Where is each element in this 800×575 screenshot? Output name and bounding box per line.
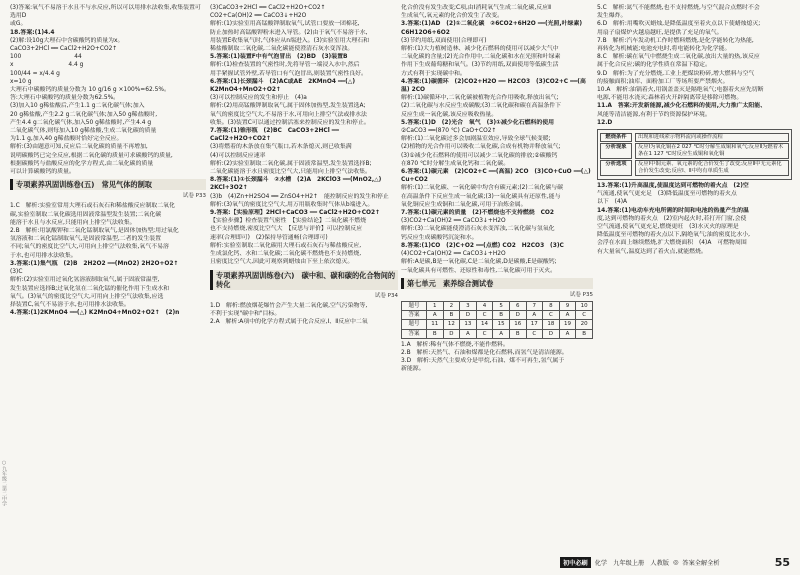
text-line: 4.答案:(1)碳循环 (2)CO2+H2O ══ H2CO3 (3)CO2+C ══(高温) 2CO [401,78,586,94]
text-line: 7.答案:(1)锥形瓶 (2)BC CaCO3+2HCl ══ CaCl2+H2O+CO2↑ [210,128,339,143]
text-line: 解析:(1)二氧化碳、一氧化碳中均含有碳元素;(2)二氧化碳与碳 [401,185,564,192]
text-line: 7.答案:(1)碳元素的质量 (2)不燃烧也不支持燃烧 CO2 [401,210,555,217]
text-line: 6.答案:(1)长颈漏斗 (2)AC或AE 2KMnO4 ══(△) K2MnO4+MnO2+O2↑ [210,78,356,94]
text-line: 6.答案:(1)碳元素 (2)CO2+C ══(高温) 2CO (3)CO+CuO ══(△) Cu+CO2 [401,169,591,184]
text-line: 10.A 解析:油锅着火,用锅盖盖灭是隔绝氧气;电器着火应先切断 [597,87,764,94]
brand-badge: 初中必刷 [560,557,591,568]
table-cell: D [509,311,526,320]
text-line: 3.答案:(1)集气瓶 (2)B 2H2O2 ══(MnO2) 2H2O+O2↑ [10,260,179,267]
dot-icon: ◎ [673,558,679,566]
text-line: 【实验步骤】检查装置气密性 【实验结论】二氧化碳不燃烧 [210,218,367,225]
page-footer [560,555,790,569]
text-line: (3)CaCO3+2HCl ══ CaCl2+H2O+CO2↑ [210,5,326,11]
text-line: (2)二氧化碳与水反应生成碳酸;(3)二氧化碳和碳在高温条件下 [401,103,562,110]
text-line: (3)答案:氧气不易溶于水且不与水反应,所以可以用排水法收集,收集装置可选用D [10,5,201,20]
table-cell: D [543,329,560,338]
text-line: 方式有利于实现碳中和。 [401,70,466,77]
flow-row [600,160,789,176]
text-line: 14.答案:(1)电动车充电所需的时间和电池的热量产生的温 [597,207,749,214]
table-cell: 16 [509,320,526,329]
flow-step-label: 燃烧条件 [600,133,632,142]
text-line: 100/44 = x/4.4 g [10,70,60,77]
text-line: 氧气的密度比空气大,不易溶于水,可用向上排空气法或排水法 [210,111,367,118]
table-cell: 15 [493,320,510,329]
text-line: 碳,实验室制取二氧化碳选用固液常温型发生装置;二氧化碳 [10,211,162,218]
table-cell: 14 [476,320,493,329]
text-line: 解析:实验室制取二氧化碳用大理石或石灰石与稀盐酸反应, [210,242,362,249]
text-line: (3)①减少化石燃料的使用可以减少二氧化碳的排放;②碳酸钙 [401,152,558,159]
table-cell: 4 [476,301,493,310]
flow-step-content: 反应Ⅰ为氧化铜在2 027 ℃时分解生成铜和氧气;反应Ⅱ为燃着木条在1 127 ℃时反应生成铜和氧化铜 [635,143,789,159]
text-line: 8.答案:(1)CO (2)C+O2 ══(点燃) CO2 H2CO3 (3)C [401,242,564,249]
text-line: (3)b (4)Zn+H2SO4 ══ ZnSO4+H2↑ 能控制反应的发生和停止 [210,193,389,200]
text-line: x 4.4 g [10,62,84,69]
text-line: 解析:(3)二氧化碳能使澄清石灰水变浑浊,二氧化碳与氢氧化 [401,226,555,233]
text-line: 有大量氧气,温度达到了着火点,就能燃烧。 [597,248,707,255]
table-cell: A [526,311,543,320]
table-cell: B [576,329,593,338]
text-line: 发生爆炸。 [597,13,627,20]
table-cell: 2 [443,301,460,310]
text-line: 答:大理石中碳酸钙的质量分数为62.5%。 [10,95,120,102]
text-line: 1.A 解析:稀有气体不燃烧,不能作燃料。 [401,341,509,348]
flow-step-label: 分析现象 [600,143,632,159]
text-line: 解析:(1)碳循环中,二氧化碳被植物光合作用吸收,释放出氧气; [401,95,559,102]
table-cell: 17 [526,320,543,329]
table-cell: A [559,311,576,320]
text-line: 属于化合反应;碳的化学性质在常温下稳定。 [597,62,711,69]
text-line: 1.D 解析:燃放烟花爆竹会产生大量二氧化碳,空气污染物等, [210,302,368,309]
text-line: 会浮在水面上继续燃烧,扩大燃烧面积 (4)A 可燃物周围 [597,240,747,247]
text-line: 3.D 解析:天然气主要成分是甲烷,石油、煤不可再生,氢气属于 [401,358,565,365]
table-cell: C [476,329,493,338]
text-line: 解析:(1)实验室用高锰酸钾制取氧气,试管口要放一团棉花, [210,21,360,28]
text-line: 解析:(2)实验室制取二氧化碳,属于固液常温型,发生装置选择B; [210,160,372,167]
table-cell: C [576,311,593,320]
text-line: 5.C 解析:氮气不能燃烧,也不支持燃烧,与空气混合点燃时不会 [597,5,760,11]
table-cell: 1 [426,301,443,310]
text-line: 二氧化碳能溶于水且密度比空气大,只能用向上排空气法收集。 [210,169,371,176]
table-cell: C [543,311,560,320]
text-line: 氧化铜反应生成铜和二氧化碳,可用于冶炼金属。 [401,201,527,208]
table-cell: B [443,311,460,320]
section-heading: 专项素养巩固训练卷(五) 常见气体的制取 [10,179,206,190]
table-cell: B [426,329,443,338]
table-cell: 19 [559,320,576,329]
table-cell: 8 [543,301,560,310]
table-row [402,301,593,310]
text-line: 1.C 解析:实验室常用大理石或石灰石和稀盐酸反应制取二氧化 [10,203,175,210]
text-line: 且密度比空气大,因此可观察到蜡烛由下至上依次熄灭。 [210,259,354,266]
text-line: 解析:(1)二氧化碳过多会加剧温室效应,导致全球气候变暖; [401,136,551,143]
text-line: (3)加入10 g稀盐酸后,产生1.1 g二氧化碳气体;加入 [10,103,145,110]
column-1 [10,4,206,549]
text-line: (3)CO2+Ca(OH)2 ══ CaCO3↓+H2O [401,218,506,225]
text-line: 空气流通,使氧气更充足,燃烧更旺 (3)水灭火的原理是 [597,224,739,231]
text-line: 根据碳酸钙与盐酸反应的化学方程式,由二氧化碳的质量 [10,160,154,167]
table-cell: 7 [526,301,543,310]
answer-tag: 答案全解全析 [682,559,720,567]
text-line: 大理石中碳酸钙的质量分数为 10 g/16 g ×100%=62.5%。 [10,87,170,94]
table-cell: 6 [509,301,526,310]
text-line: 100 44 [10,54,82,61]
table-cell: C [476,311,493,320]
text-line: 3.答案:(1)AD (2)①二氧化碳 ②6CO2+6H2O ══(光照,叶绿素) C6H12O6+6O2 [401,21,583,36]
column-2 [210,4,398,549]
text-line: 产生4.4 g二氧化碳气体,加入50 g稀盐酸时,产生4.4 g [10,119,152,126]
flow-row [600,143,789,159]
text-line: 作用下生成葡萄糖和氧气。(3)节约用纸,双面使用等低碳生活 [401,62,559,69]
text-line: 5.答案:(1)装置F中有气泡冒出 (2)BD (3)装置B [210,54,348,61]
text-line: 不同;氧气的密度比空气大,可用向上排空气法收集,氧气不易溶 [10,244,169,251]
table-row [402,329,593,338]
text-line: 稀盐酸制取二氧化碳,二氧化碳能使澄清石灰水变浑浊。 [210,46,354,53]
table-cell: 3 [460,301,477,310]
text-line: (4)CO2+Ca(OH)2 ══ CaCO3↓+H2O [401,251,506,258]
text-line: 于水,也可用排水法收集。 [10,252,77,259]
table-cell: D [460,311,477,320]
table-cell: 18 [543,320,560,329]
table-cell: 9 [559,301,576,310]
table-cell: 10 [576,301,593,310]
text-line: 解析:(3)由题意可知,反应后二氧化碳的质量不再增加, [10,144,148,151]
text-line: (3)可以控制反应的发生和停止 (4)a [210,95,307,102]
text-line: (3)节约用纸,双面使用(合理即可) [401,37,487,44]
exam-ref: 试卷 P35 [569,291,593,298]
col2-lines-a [210,4,398,267]
table-cell: 13 [460,320,477,329]
text-line: 不利于实现"碳中和"目标。 [210,310,281,317]
analysis-flowchart [597,129,792,180]
text-line: 新能源。 [401,366,425,373]
table-cell: 20 [576,320,593,329]
text-line: 再转化为机械能;电池充电时,将电能转化为化学能。 [597,46,731,53]
text-line: x=10 g [10,78,32,85]
col3-lines-a [401,4,593,275]
text-line: 能溶于水且与水反应,只能用向上排空气法收集。 [10,219,136,226]
col4-lines-b [597,182,792,256]
text-line: 二氧化碳气体,则每加入10 g稀盐酸,生成二氧化碳的质量 [10,128,157,135]
section-heading: 专项素养巩固训练卷(六) 碳中和、碳和碳的化合物间的转化 [210,270,398,290]
text-line: 氢溶液和二氧化锰制取氧气,是固液常温型,二者的发生装置 [10,236,162,243]
table-cell: A [493,329,510,338]
text-line: 解析:(2)用高锰酸钾制取氧气,属于固体加热型,发生装置选A; [210,103,366,110]
text-line: (2)植物的光合作用可以吸收二氧化碳,合成有机物并释放氧气; [401,144,561,151]
text-line: 可以计算碳酸钙的质量。 [10,169,75,176]
table-cell: 11 [426,320,443,329]
text-line: 5.答案:(1)D (2)光合 氧气 (3)①减少化石燃料的使用 [401,119,555,126]
text-line: 6.D 解析:用嘴吹灭蜡烛,是降低温度至着火点以下使蜡烛熄灭; [597,21,761,28]
subject-label: 化学 九年级上册 人教版 [594,559,669,567]
table-cell: 题号 [402,301,427,310]
text-line: 化合价没有发生改变;C项,由Ⅰ消耗氧气生成二氧化碳,反应Ⅱ [401,5,551,11]
text-line: 解析:(1)检查装置的气密性时,先将导管一端浸入水中,然后 [210,62,360,69]
text-line: 在高温条件下反应生成一氧化碳;(3)一氧化碳具有还原性,能与 [401,193,561,200]
flow-row [600,133,789,142]
text-line: (3)C [10,269,23,276]
col4-lines-a [597,4,792,127]
table-cell: 12 [443,320,460,329]
text-line: 用手紧握试管外壁,若导管口有气泡冒出,则装置气密性良好。 [210,70,367,77]
text-line: 一氧化碳具有可燃性、还原性和毒性,二氧化碳可用于灭火。 [401,267,557,274]
text-line: 解析:(3)氧气的密度比空气大,用万用瓶收集时气体从b端进入。 [210,201,374,208]
text-line: 11.A 答案:开发新能源,减少化石燃料的使用,大力推广太阳能、 [597,103,767,110]
text-line: 收集。(3)装置C可以通过控制活塞来控制反应的发生和停止。 [210,119,370,126]
text-line: 择装置C,氧气不易溶于水,也可用排水法收集。 [10,301,130,308]
table-cell: B [493,311,510,320]
table-cell: A [426,311,443,320]
text-line: 解析:A是碳,B是一氧化碳,C是二氧化碳,D是碳酸,E是碳酸钙; [401,259,557,266]
text-line: 以下 (4)A [597,199,628,206]
text-line: 2.B 解析:用氯酸钾和二氧化锰制取氧气,是固体加热型;用过氧化 [10,228,179,235]
table-cell: 5 [493,301,510,310]
text-line: 解析:(2)实验室用过氧化氢溶液制取氧气,属于固液常温型, [10,277,160,284]
col1-top-lines [10,4,206,176]
text-line: 或G。 [10,21,27,28]
text-line: 电源,不能用水浇灭;森林着火开辟隔离带是移除可燃物。 [597,95,743,102]
text-line: 钙反应生成碳酸钙沉淀和水。 [401,234,478,241]
col3-lines-b [401,341,593,374]
table-cell: B [509,329,526,338]
text-line: CO2+Ca(OH)2 ══ CaCO3↓+H2O [210,13,307,20]
text-line: 9.D 解析:为了充分燃烧,工业上把煤块粉碎,增大燃料与空气 [597,70,755,77]
text-line: (3)将燃着的木条放在集气瓶口,若木条熄灭,则已收集满 [210,144,352,151]
text-line: 为1.1 g,加入40 g稀盐酸时恰好完全反应。 [10,136,123,143]
text-line: 用扇子扇煤炉火越扇越旺,是提供了充足的氧气。 [597,29,723,36]
flow-step-content: 反应Ⅰ中铜元素、氧元素的化合价发生了改变;反应Ⅱ中无元素化合价发生改变;反应Ⅰ、Ⅱ中均有单质生成 [635,160,789,176]
text-line: 13.答案:(1)升高温度,使温度达到可燃物的着火点 (2)空 [597,183,749,190]
text-line: 7.B 解析:汽车发动机工作时燃料燃烧,是化学能转化为热能, [597,37,754,44]
binding-margin-text: ○九年级二第二中学 [1,460,7,506]
table-cell: 答案 [402,311,427,320]
answer-table [401,301,593,339]
table-cell: 答案 [402,329,427,338]
text-line: 说明碳酸钙已完全反应,根据二氧化碳的质量可求碳酸钙的质量, [10,152,173,159]
text-line: 防止加热时高锰酸钾粉末进入导管。(2)由于氧气不易溶于水, [210,29,368,36]
text-line: 风能等清洁能源,有利于节约资源保护环境。 [597,111,711,118]
text-line: 速率(合理即可) (2)保持导管通畅(合理即可) [210,234,328,241]
text-line: 8.答案:(1)①长颈漏斗 ②水槽 (2)A 2KClO3 ══(MnO2,△) 2KCl+3O2↑ [210,177,382,192]
text-line: 在870 ℃时分解生成氧化钙和二氧化碳。 [401,160,510,167]
table-cell: A [460,329,477,338]
text-line: 的接触面积;油库、面粉加工厂等场所要严禁烟火。 [597,78,729,85]
table-cell: D [443,329,460,338]
text-line: 2.A 解析:A项中的化学方程式属于化合反应,Ⅰ、Ⅱ反应中二氧 [210,319,368,326]
text-line: 氧气。(3)氧气的密度比空气大,可用向上排空气法收集,应选 [10,293,164,300]
text-line: 生成氯化钙、水和二氧化碳;二氧化碳不燃烧也不支持燃烧, [210,251,362,258]
text-line: 用装置E收集氧气时,气体应从n端进入。(3)实验室用大理石和 [210,37,370,44]
table-cell: C [526,329,543,338]
col2-lines-b [210,302,398,327]
column-3 [401,4,593,549]
flow-step-label: 分析选项 [600,160,632,176]
table-row [402,320,593,329]
table-row [402,311,593,320]
text-line: 9.答案:【实验原理】2HCl+CaCO3 ══ CaCl2+H2O+CO2↑ [210,210,381,217]
text-line: (2)解:设10g大理石中含碳酸钙的质量为x。 [10,37,124,44]
text-line: ②CaCO3 ══(870 ℃) CaO+CO2↑ [401,128,497,135]
text-line: CaCO3+2HCl ══ CaCl2+H2O+CO2↑ [10,46,118,53]
table-cell: A [559,329,576,338]
text-line: 生成氧气,氧元素的化合价发生了改变。 [401,13,504,20]
text-line: 降低温度至可燃物的着火点以下,隔绝氧气;油的密度比水小, [597,232,750,239]
text-line: 反应生成一氧化碳,该反应吸收热量。 [401,111,498,118]
section-heading: 第七单元 素养综合测试卷 [401,278,593,289]
text-line: 气流通,使氧气更充足 (3)降低温度至可燃物的着火点 [597,191,737,198]
table-cell: 题号 [402,320,427,329]
text-line: 2.B 解析:天然气、石油和煤都是化石燃料,而氢气是清洁能源。 [401,349,568,356]
column-4 [597,4,792,549]
text-line: 二氧化碳的含量;(2)光合作用中,二氧化碳和水在光照和叶绿素 [401,54,561,61]
text-line: 发生装置应选择B;过氧化氢在二氧化锰的催化作用下生成水和 [10,285,170,292]
text-line: 12.D [597,119,613,126]
text-line: 20 g稀盐酸,产生2.2 g二氧化碳气体;加入50 g稀盐酸时, [10,111,158,118]
text-line: 18.答案:(1)4.4 [10,29,55,36]
text-line: 4.答案:(1)2KMnO4 ══(△) K2MnO4+MnO2+O2↑ (2)n [10,310,180,317]
text-line: 也不支持燃烧,密度比空气大 【反思与评价】可以控制反应 [210,226,363,233]
text-line: (4)可以控制反应速率 [210,152,266,159]
text-line: 解析:(1)大力植树造林、减少化石燃料的使用可以减少大气中 [401,46,559,53]
text-line: 8.C 解析:碳在氧气中燃烧生成二氧化碳,放出大量的热,该反应 [597,54,760,61]
exam-ref: 试卷 P34 [374,292,398,299]
page-number: 55 [774,555,790,569]
exam-ref: 试卷 P33 [182,193,206,200]
col1-bottom-lines [10,202,206,317]
text-line: 度,达到可燃物的着火点 (2)室内起火时,若打开门窗,会使 [597,215,747,222]
flow-step-content: 出现和进线索示物料流向或操作流程 [635,133,789,142]
